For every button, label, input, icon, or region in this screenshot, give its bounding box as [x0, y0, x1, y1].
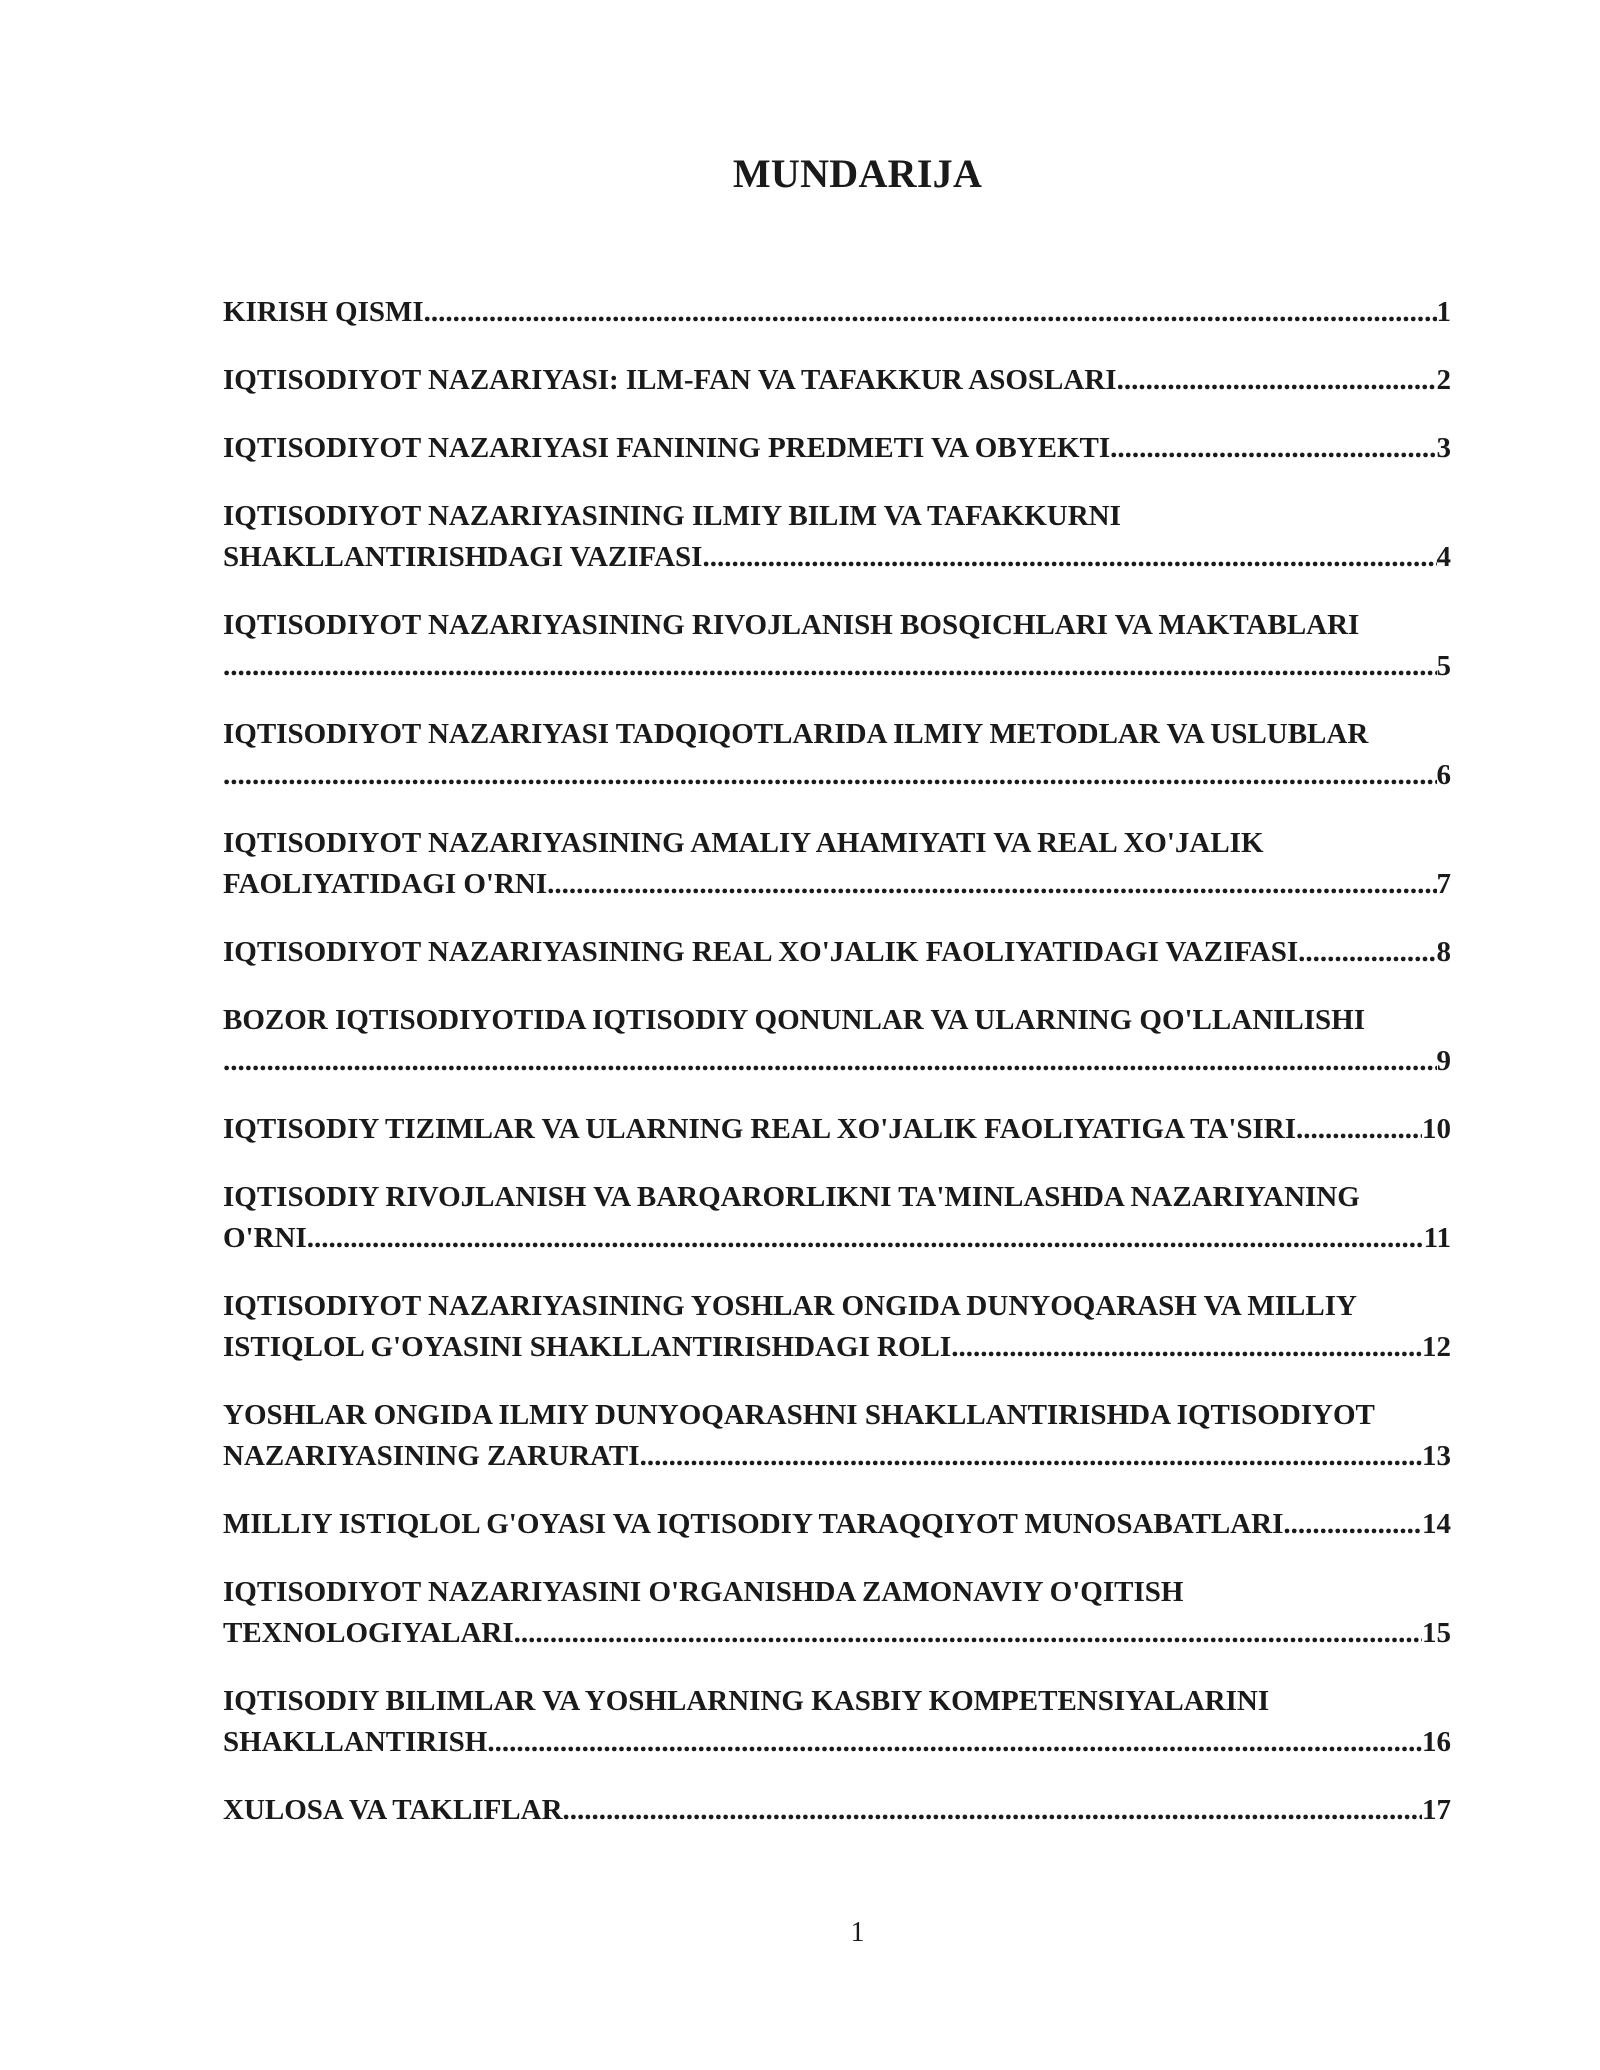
dot-leader [1296, 1109, 1422, 1150]
toc-entry-title: KIRISH QISMI [223, 296, 424, 328]
toc-page-number: 8 [1436, 936, 1451, 968]
toc-page-number: 10 [1422, 1113, 1451, 1145]
toc-entry[interactable] [223, 1572, 1473, 1654]
toc-page-number: 2 [1436, 364, 1451, 396]
toc-entry-line [223, 755, 1451, 796]
toc-entry-title: IQTISODIYOT NAZARIYASI: ILM-FAN VA TAFAKKUR ASOSLARI [223, 364, 1117, 396]
toc-entry[interactable] [223, 823, 1473, 905]
toc-page-number: 1 [1436, 296, 1451, 328]
toc-entry[interactable] [223, 714, 1473, 796]
toc-entry-title-line: IQTISODIYOT NAZARIYASINING RIVOJLANISH BOSQICHLARI VA MAKTABLARI [223, 609, 1360, 641]
toc-entry-title: O'RNI [223, 1222, 307, 1254]
toc-entry-line [223, 537, 1451, 578]
toc-entry[interactable] [223, 360, 1473, 401]
toc-entry[interactable] [223, 1504, 1473, 1545]
dot-leader [514, 1613, 1422, 1654]
toc-page-number: 5 [1436, 650, 1451, 682]
toc-entry-line [223, 1613, 1451, 1654]
toc-entry[interactable] [223, 1286, 1473, 1368]
toc-entry-title: MILLIY ISTIQLOL G'OYASI VA IQTISODIY TARAQQIYOT MUNOSABATLARI [223, 1508, 1284, 1540]
toc-entry-title: ISTIQLOL G'OYASINI SHAKLLANTIRISHDAGI ROLI [223, 1331, 952, 1363]
toc-entry-title: SHAKLLANTIRISH [223, 1726, 488, 1758]
toc-page-number: 4 [1436, 541, 1451, 573]
toc-entry[interactable] [223, 1177, 1473, 1259]
toc-entry-line [223, 1436, 1451, 1477]
dot-leader [951, 1327, 1422, 1368]
toc-entry-line [223, 428, 1451, 469]
toc-entry-line [223, 932, 1451, 973]
toc-entry[interactable] [223, 428, 1473, 469]
toc-entry-line [223, 1722, 1451, 1763]
toc-entry-title-line: BOZOR IQTISODIYOTIDA IQTISODIY QONUNLAR VA ULARNING QO'LLANILISHI [223, 1004, 1366, 1036]
toc-page-number: 9 [1436, 1045, 1451, 1077]
toc-entry[interactable] [223, 1000, 1473, 1082]
toc-entry[interactable] [223, 932, 1473, 973]
toc-entry-title-line: IQTISODIY BILIMLAR VA YOSHLARNING KASBIY KOMPETENSIYALARINI [223, 1685, 1270, 1717]
toc-entry[interactable] [223, 1109, 1473, 1150]
dot-leader [1298, 932, 1436, 973]
toc-entry-title-line: IQTISODIYOT NAZARIYASI TADQIQOTLARIDA ILMIY METODLAR VA USLUBLAR [223, 718, 1369, 750]
toc-entry-line [223, 1790, 1451, 1831]
dot-leader [223, 1041, 1437, 1082]
toc-entry-line [223, 360, 1451, 401]
toc-entry-line [223, 1041, 1451, 1082]
toc-page-number: 14 [1422, 1508, 1451, 1540]
toc-page-number: 11 [1423, 1222, 1451, 1254]
toc-entry[interactable] [223, 496, 1473, 578]
toc-entry-title: IQTISODIYOT NAZARIYASINING REAL XO'JALIK FAOLIYATIDAGI VAZIFASI [223, 936, 1299, 968]
dot-leader [487, 1722, 1422, 1763]
toc-entry-title: NAZARIYASINING ZARURATI [223, 1440, 640, 1472]
toc-entry[interactable] [223, 605, 1473, 687]
toc-page-number: 3 [1436, 432, 1451, 464]
toc-entry-line [223, 646, 1451, 687]
toc-entry[interactable] [223, 1790, 1473, 1831]
dot-leader [223, 646, 1437, 687]
toc-page-number: 17 [1422, 1794, 1451, 1826]
toc-entry-line [223, 292, 1451, 333]
toc-entry-title-line: YOSHLAR ONGIDA ILMIY DUNYOQARASHNI SHAKLLANTIRISHDA IQTISODIYOT [223, 1399, 1375, 1431]
dot-leader [223, 755, 1437, 796]
dot-leader [702, 537, 1436, 578]
toc-page-number: 12 [1422, 1331, 1451, 1363]
dot-leader [640, 1436, 1422, 1477]
toc-entry-line [223, 1327, 1451, 1368]
toc-page-number: 6 [1436, 759, 1451, 791]
table-of-contents [223, 292, 1473, 1858]
toc-entry-title: IQTISODIYOT NAZARIYASI FANINING PREDMETI VA OBYEKTI [223, 432, 1111, 464]
page-title: MUNDARIJA [732, 151, 983, 196]
toc-entry-title: TEXNOLOGIYALARI [223, 1617, 514, 1649]
toc-entry-line [223, 864, 1451, 905]
toc-entry-title: SHAKLLANTIRISHDAGI VAZIFASI [223, 541, 703, 573]
toc-entry-line [223, 1109, 1451, 1150]
dot-leader [1110, 428, 1436, 469]
toc-page-number: 13 [1422, 1440, 1451, 1472]
toc-entry-line [223, 1504, 1451, 1545]
toc-entry-title-line: IQTISODIYOT NAZARIYASINING AMALIY AHAMIYATI VA REAL XO'JALIK [223, 827, 1264, 859]
toc-entry-title-line: IQTISODIYOT NAZARIYASINI O'RGANISHDA ZAMONAVIY O'QITISH [223, 1576, 1184, 1608]
toc-entry-title-line: IQTISODIYOT NAZARIYASINING YOSHLAR ONGIDA DUNYOQARASH VA MILLIY [223, 1290, 1357, 1322]
dot-leader [1117, 360, 1437, 401]
toc-entry-title-line: IQTISODIY RIVOJLANISH VA BARQARORLIKNI TA'MINLASHDA NAZARIYANING [223, 1181, 1360, 1213]
toc-entry-title: FAOLIYATIDAGI O'RNI [223, 868, 548, 900]
toc-entry-title: IQTISODIY TIZIMLAR VA ULARNING REAL XO'JALIK FAOLIYATIGA TA'SIRI [223, 1113, 1297, 1145]
dot-leader [547, 864, 1436, 905]
toc-entry-title-line: IQTISODIYOT NAZARIYASINING ILMIY BILIM VA TAFAKKURNI [223, 500, 1121, 532]
toc-entry[interactable] [223, 292, 1473, 333]
toc-page-number: 16 [1422, 1726, 1451, 1758]
toc-entry-title: XULOSA VA TAKLIFLAR [223, 1794, 563, 1826]
toc-entry-line [223, 1218, 1451, 1259]
dot-leader [307, 1218, 1424, 1259]
dot-leader [1283, 1504, 1422, 1545]
dot-leader [424, 292, 1437, 333]
page-number: 1 [850, 1917, 865, 1948]
toc-entry[interactable] [223, 1681, 1473, 1763]
dot-leader [563, 1790, 1422, 1831]
toc-entry[interactable] [223, 1395, 1473, 1477]
toc-page-number: 7 [1436, 868, 1451, 900]
toc-page-number: 15 [1422, 1617, 1451, 1649]
